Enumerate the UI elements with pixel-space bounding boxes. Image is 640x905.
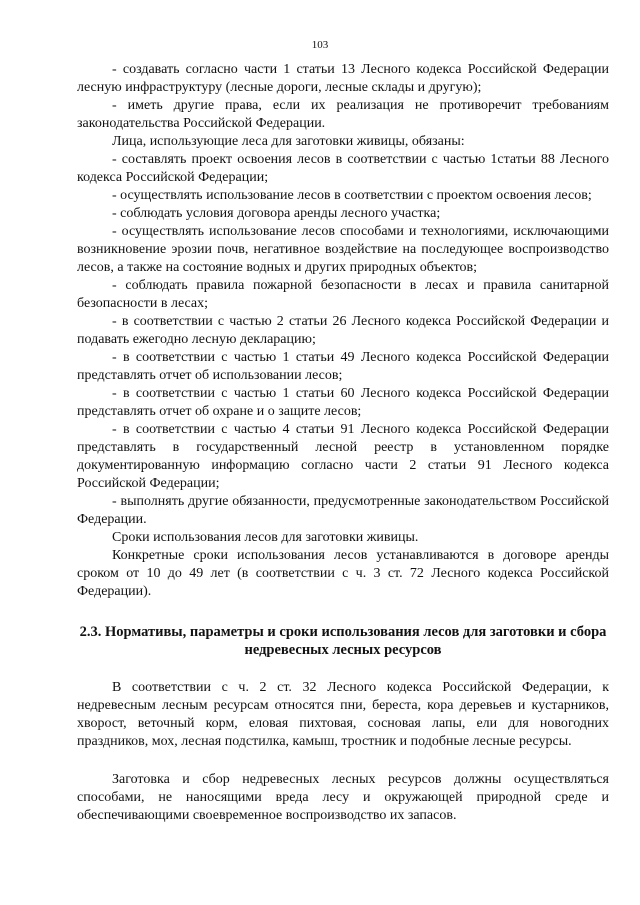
page-content	[77, 61, 609, 825]
paragraph: Заготовка и сбор недревесных лесных ресурсов должны осуществляться способами, не наносящими вреда лесу и окружающей природной среде и обеспечивающими своевременное воспроизводство их запасов.	[77, 772, 609, 823]
paragraph: - создавать согласно части 1 статьи 13 Лесного кодекса Российской Федерации лесную инфраструктуру (лесные дороги, лесные склады и другую);	[77, 62, 609, 95]
paragraph: - в соответствии с частью 1 статьи 60 Лесного кодекса Российской Федерации представлять отчет об охране и о защите лесов;	[77, 386, 609, 419]
paragraph: - осуществлять использование лесов способами и технологиями, исключающими возникновение эрозии почв, негативное воздействие на последующее воспроизводство лесов, а также на состояние водных и других природных объектов;	[77, 224, 609, 275]
paragraph: - в соответствии с частью 2 статьи 26 Лесного кодекса Российской Федерации и подавать ежегодно лесную декларацию;	[77, 314, 609, 347]
paragraph: В соответствии с ч. 2 ст. 32 Лесного кодекса Российской Федерации, к недревесным лесным ресурсам относятся пни, береста, кора деревьев и кустарников, хворост, веточный корм, еловая пихтовая, сосновая лапы, ели для новогодних праздников, мох, лесная подстилка, камыш, тростник и подобные лесные ресурсы.	[77, 680, 609, 749]
spacer	[77, 751, 609, 771]
spacer	[77, 659, 609, 679]
paragraph: Лица, использующие леса для заготовки живицы, обязаны:	[112, 134, 465, 149]
section-heading: 2.3. Нормативы, параметры и сроки использования лесов для заготовки и сбора недревесных лесных ресурсов	[79, 624, 607, 658]
paragraph: - составлять проект освоения лесов в соответствии с частью 1статьи 88 Лесного кодекса Российской Федерации;	[77, 152, 609, 185]
paragraph: - выполнять другие обязанности, предусмотренные законодательством Российской Федерации.	[77, 494, 609, 527]
paragraph: - иметь другие права, если их реализация не противоречит требованиям законодательства Российской Федерации.	[77, 98, 609, 131]
paragraph: - осуществлять использование лесов в соответствии с проектом освоения лесов;	[112, 188, 592, 203]
page-number: 103	[311, 39, 329, 51]
spacer	[77, 601, 609, 623]
paragraph: - в соответствии с частью 4 статьи 91 Лесного кодекса Российской Федерации представлять в государственный лесной реестр в установленном порядке документированную информацию согласно части 2 статьи 91 Лесного кодекса Российской Федерации;	[77, 422, 609, 491]
paragraph: - соблюдать условия договора аренды лесного участка;	[112, 206, 441, 221]
paragraph: Сроки использования лесов для заготовки живицы.	[112, 530, 419, 545]
paragraph: - в соответствии с частью 1 статьи 49 Лесного кодекса Российской Федерации представлять отчет об использовании лесов;	[77, 350, 609, 383]
paragraph: - соблюдать правила пожарной безопасности в лесах и правила санитарной безопасности в лесах;	[77, 278, 609, 311]
paragraph: Конкретные сроки использования лесов устанавливаются в договоре аренды сроком от 10 до 49 лет (в соответствии с ч. 3 ст. 72 Лесного кодекса Российской Федерации).	[77, 548, 609, 599]
